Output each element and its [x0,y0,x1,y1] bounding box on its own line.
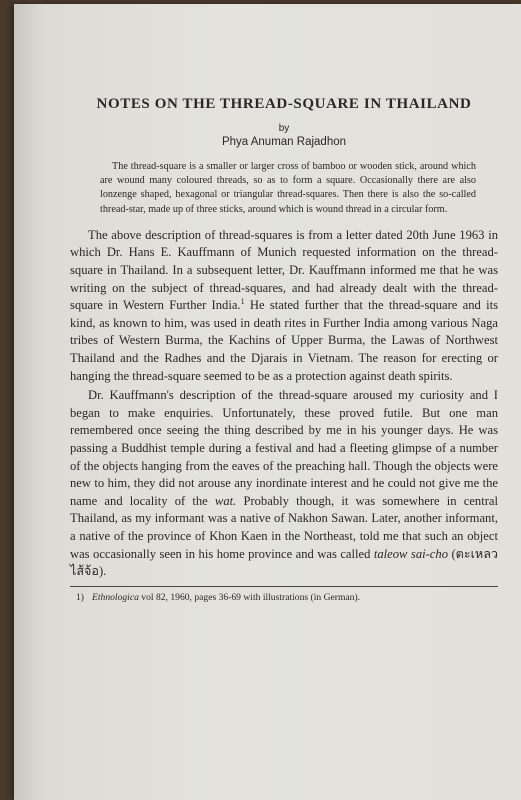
footnote-journal: Ethnologica [92,591,139,603]
wat-term: wat. [214,493,237,508]
footnote-divider [70,586,498,587]
byline-by: by [278,123,290,134]
article-title: NOTES ON THE THREAD-SQUARE IN THAILAND [96,96,472,112]
paragraph-1-text-a: The above description of thread-squares is from a letter dated 20th June 1963 in which Dr. Hans E. Kauffmann of Munich requested information on the thread-square in Thailand. In a subsequent letter, Dr. Kauffmann informed me that he was writing on the subject of thread-squares, and had already dealt with the thread-square in Western Further India. [70,227,498,313]
body-text [70,227,498,581]
footnote-number: 1) [76,591,84,603]
paragraph-2-text-a: Dr. Kauffmann's description of the thread-square aroused my curiosity and I began to make enquiries. Unfortunately, these proved futile. But one man remembered once seeing the thing described by me in his younger days. He was passing a Buddhist temple during a festival and had a fleeting glimpse of a number of the objects hanging from the eaves of the preaching hall. Though the objects were new to him, they did not arouse any inordinate interest and he could not give me the name and locality of the [70,388,498,508]
thai-term-romanized: taleow sai-cho [373,546,448,561]
footnote-text: vol 82, 1960, pages 36-69 with illustrations (in German). [138,591,361,603]
author-name: Phya Anuman Rajadhon [221,136,347,148]
thai-term-script: (ตะเหลวไส้จ้อ). [70,546,498,579]
paragraph-1-text-b: He stated further that the thread-square and its kind, as known to him, was used in death rites in Further India among various Naga tribes of Western Burma, the Kachins of Upper Burma, the Lawas of Northwest Thailand and the Radhes and the Djarais in Vietnam. The reason for erecting or hanging the thread-square seemed to be as a protection against death spirits. [70,298,498,383]
paragraph-2 [70,387,498,581]
footnote [70,592,498,603]
abstract: The thread-square is a smaller or larger cross of bamboo or wooden stick, around which are wound many coloured threads, so as to form a square. Occasionally there are also lonzenge shaped, hexagonal or triangular thread-squares. Then there is also the so-called thread-star, made up of three sticks, around which is wound thread in a circular form. [100,161,476,215]
document-page [14,4,521,800]
footnote-reference: 1 [240,297,245,306]
page-content [70,96,498,603]
paragraph-1 [70,227,498,385]
paragraph-2-text-b: Probably though, it was somewhere in central Thailand, as my informant was a native of Nakhon Sawan. Later, another informant, a native of the province of Khon Kaen in the Northeast, told me that such an object was occasionally seen in his home province and was called [70,493,499,561]
